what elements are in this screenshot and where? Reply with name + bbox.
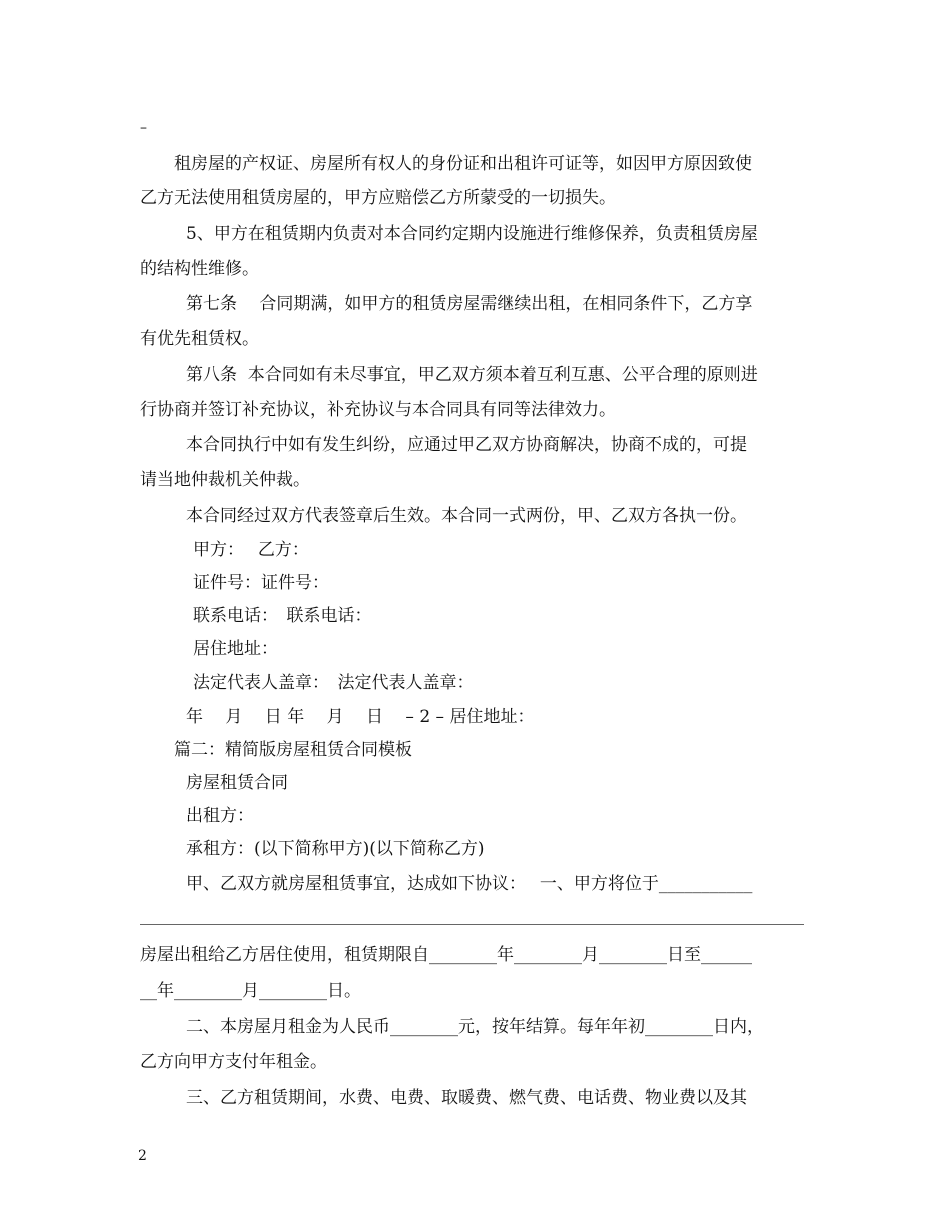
paragraph-line: 三、乙方租赁期间，水费、电费、取暖费、燃气费、电话费、物业费以及其 <box>186 1088 747 1108</box>
signature-line-id: 证件号：证件号： <box>193 573 329 593</box>
signature-line-date: 年 月 日 年 月 日 – 2 – 居住地址： <box>186 707 535 727</box>
paragraph-line: 甲、乙双方就房屋租赁事宜，达成如下协议： 一、甲方将位于___________ <box>186 874 753 894</box>
signature-line-address: 居住地址： <box>193 639 278 659</box>
header-mark: – <box>140 120 147 136</box>
signature-line-phone: 联系电话： 联系电话： <box>193 606 372 626</box>
paragraph-line: __年________月________日。 <box>140 981 361 1001</box>
paragraph-line: 乙方无法使用租赁房屋的，甲方应赔偿乙方所蒙受的一切损失。 <box>140 188 616 208</box>
paragraph-line: 房屋出租给乙方居住使用，租赁期限自________年________月________日至______ <box>140 945 752 965</box>
paragraph-line: 本合同执行中如有发生纠纷，应通过甲乙双方协商解决，协商不成的，可提 <box>186 435 747 455</box>
contract-title: 房屋租赁合同 <box>186 773 288 793</box>
signature-line-party: 甲方： 乙方： <box>193 540 309 560</box>
paragraph-line: 租房屋的产权证、房屋所有权人的身份证和出租许可证等，如因甲方原因致使 <box>174 154 752 174</box>
page-number: 2 <box>138 1148 147 1164</box>
fill-in-blank-line <box>140 924 804 925</box>
paragraph-line: 第八条 本合同如有未尽事宜，甲乙双方须本着互利互惠、公平合理的原则进 <box>186 365 758 385</box>
paragraph-line: 乙方向甲方支付年租金。 <box>140 1052 327 1072</box>
signature-line-seal: 法定代表人盖章： 法定代表人盖章： <box>193 673 474 693</box>
paragraph-line: 第七条 合同期满，如甲方的租赁房屋需继续出租，在相同条件下，乙方享 <box>186 294 753 314</box>
paragraph-line: 二、本房屋月租金为人民币________元，按年结算。每年年初________日内， <box>186 1017 764 1037</box>
paragraph-line: 请当地仲裁机关仲裁。 <box>140 470 310 490</box>
paragraph-line: 有优先租赁权。 <box>140 329 259 349</box>
paragraph-line: 行协商并签订补充协议，补充协议与本合同具有同等法律效力。 <box>140 400 616 420</box>
paragraph-line: 本合同经过双方代表签章后生效。本合同一式两份，甲、乙双方各执一份。 <box>186 506 747 526</box>
paragraph-line: 5、甲方在租赁期内负责对本合同约定期内设施进行维修保养，负责租赁房屋 <box>186 224 758 244</box>
paragraph-line: 出租方： <box>186 806 254 826</box>
section-heading: 篇二：精简版房屋租赁合同模板 <box>174 740 412 760</box>
paragraph-line: 的结构性维修。 <box>140 259 259 279</box>
paragraph-line: 承租方：(以下简称甲方)(以下简称乙方) <box>186 839 485 859</box>
